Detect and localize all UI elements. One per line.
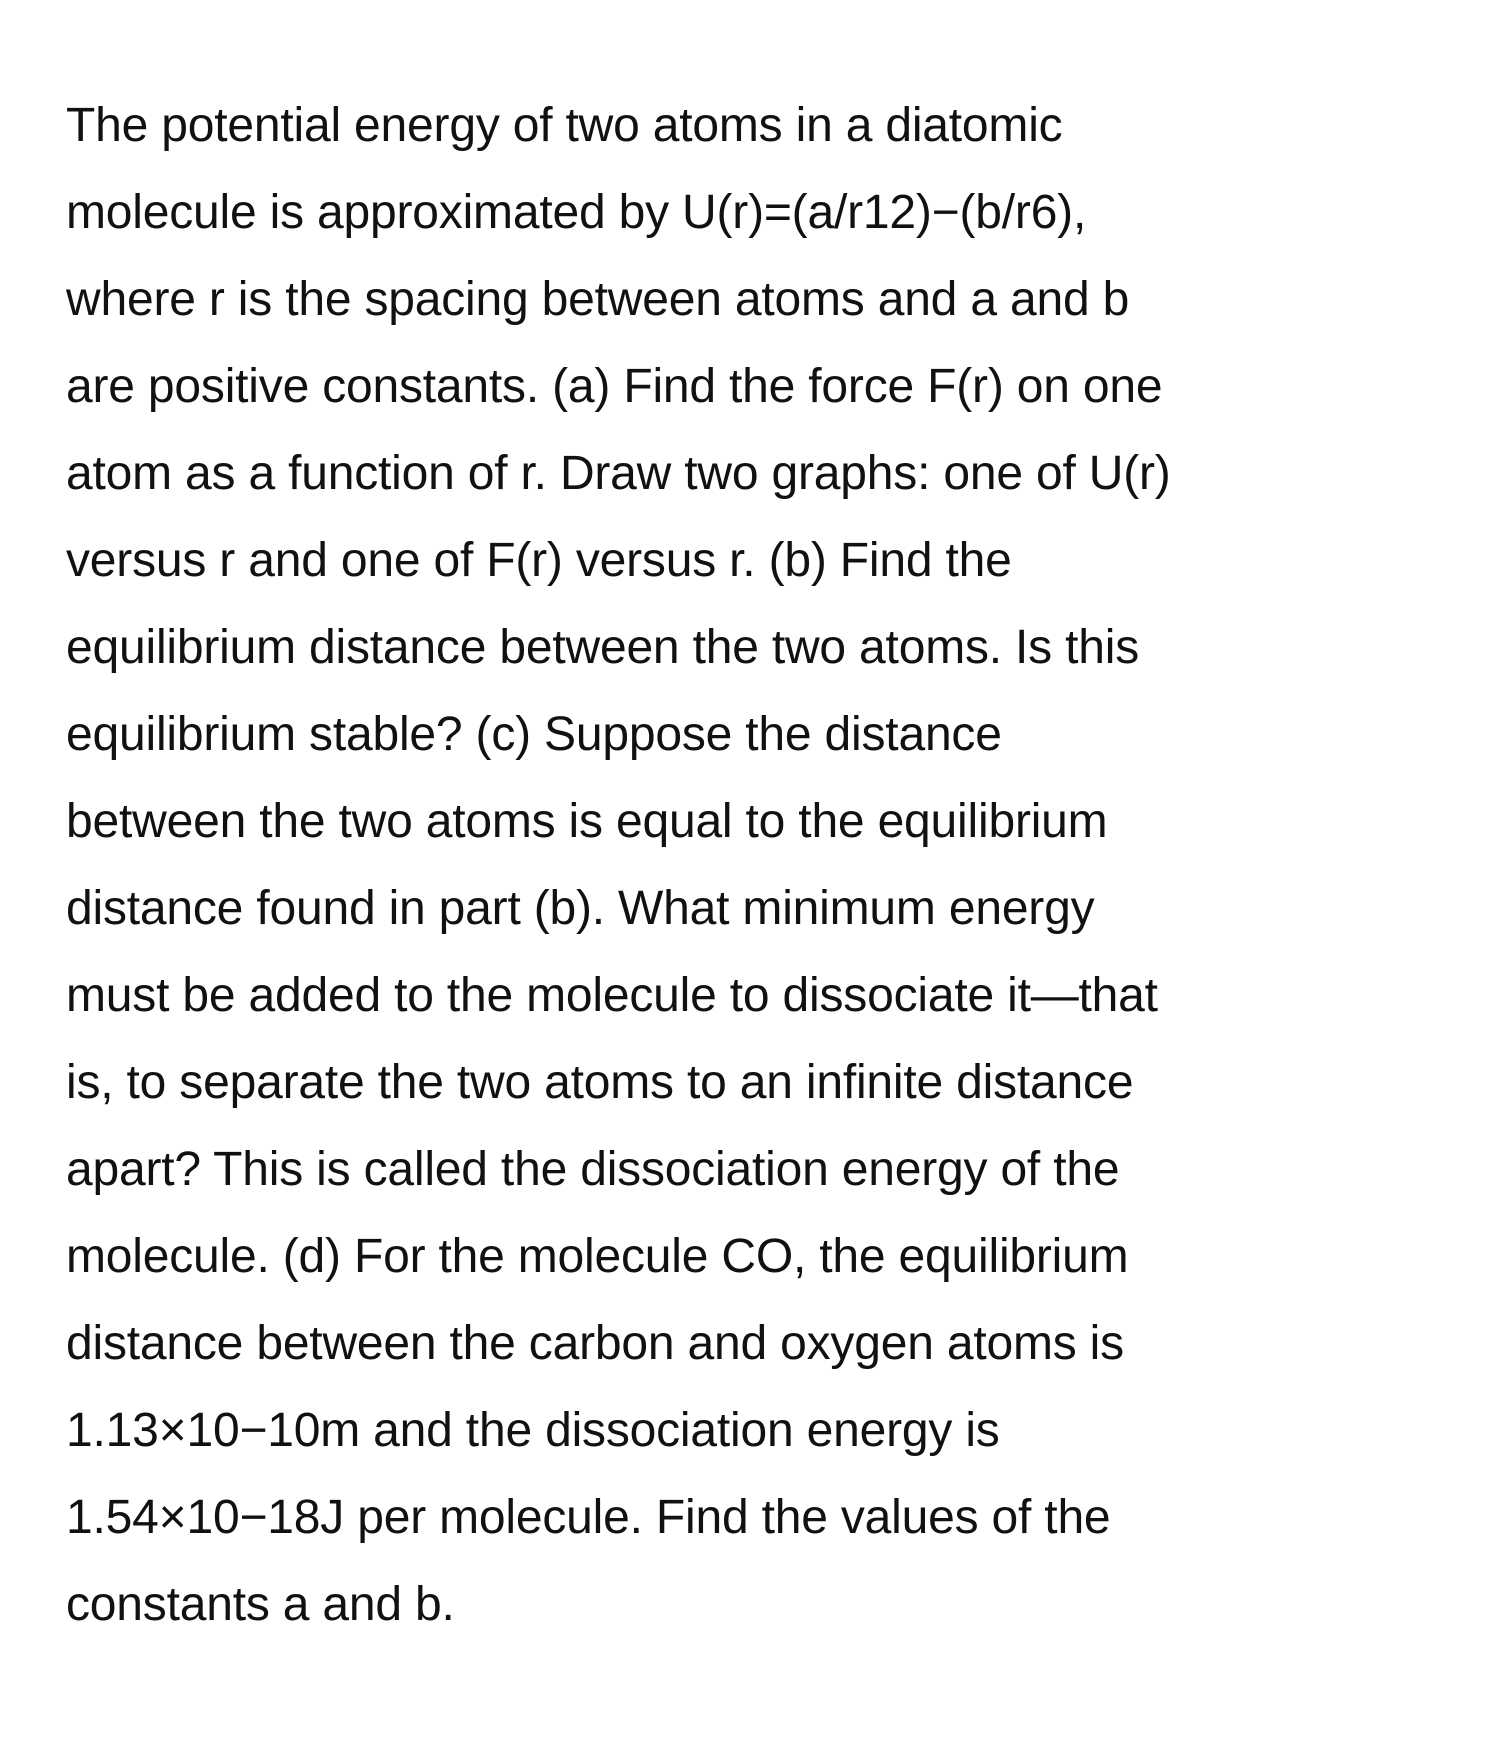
problem-line: where r is the spacing between atoms and a and b <box>66 273 1130 326</box>
problem-line: molecule is approximated by U(r)=(a/r12)−(b/r6), <box>66 186 1087 239</box>
problem-line: 1.54×10−18J per molecule. Find the values of the <box>66 1491 1111 1544</box>
problem-text <box>66 82 1446 1648</box>
problem-line: must be added to the molecule to dissociate it—that <box>66 969 1158 1022</box>
problem-line: distance found in part (b). What minimum energy <box>66 882 1095 935</box>
problem-line: atom as a function of r. Draw two graphs: one of U(r) <box>66 447 1171 500</box>
problem-line: are positive constants. (a) Find the force F(r) on one <box>66 360 1163 413</box>
problem-line: 1.13×10−10m and the dissociation energy is <box>66 1404 1000 1457</box>
problem-line: is, to separate the two atoms to an infinite distance <box>66 1056 1134 1109</box>
problem-line: equilibrium distance between the two atoms. Is this <box>66 621 1140 674</box>
problem-line: versus r and one of F(r) versus r. (b) Find the <box>66 534 1012 587</box>
problem-line: distance between the carbon and oxygen atoms is <box>66 1317 1124 1370</box>
problem-line: apart? This is called the dissociation energy of the <box>66 1143 1120 1196</box>
problem-line: The potential energy of two atoms in a diatomic <box>66 99 1063 152</box>
problem-line: equilibrium stable? (c) Suppose the distance <box>66 708 1002 761</box>
problem-line: molecule. (d) For the molecule CO, the equilibrium <box>66 1230 1129 1283</box>
problem-line: between the two atoms is equal to the equilibrium <box>66 795 1108 848</box>
problem-line: constants a and b. <box>66 1578 455 1631</box>
